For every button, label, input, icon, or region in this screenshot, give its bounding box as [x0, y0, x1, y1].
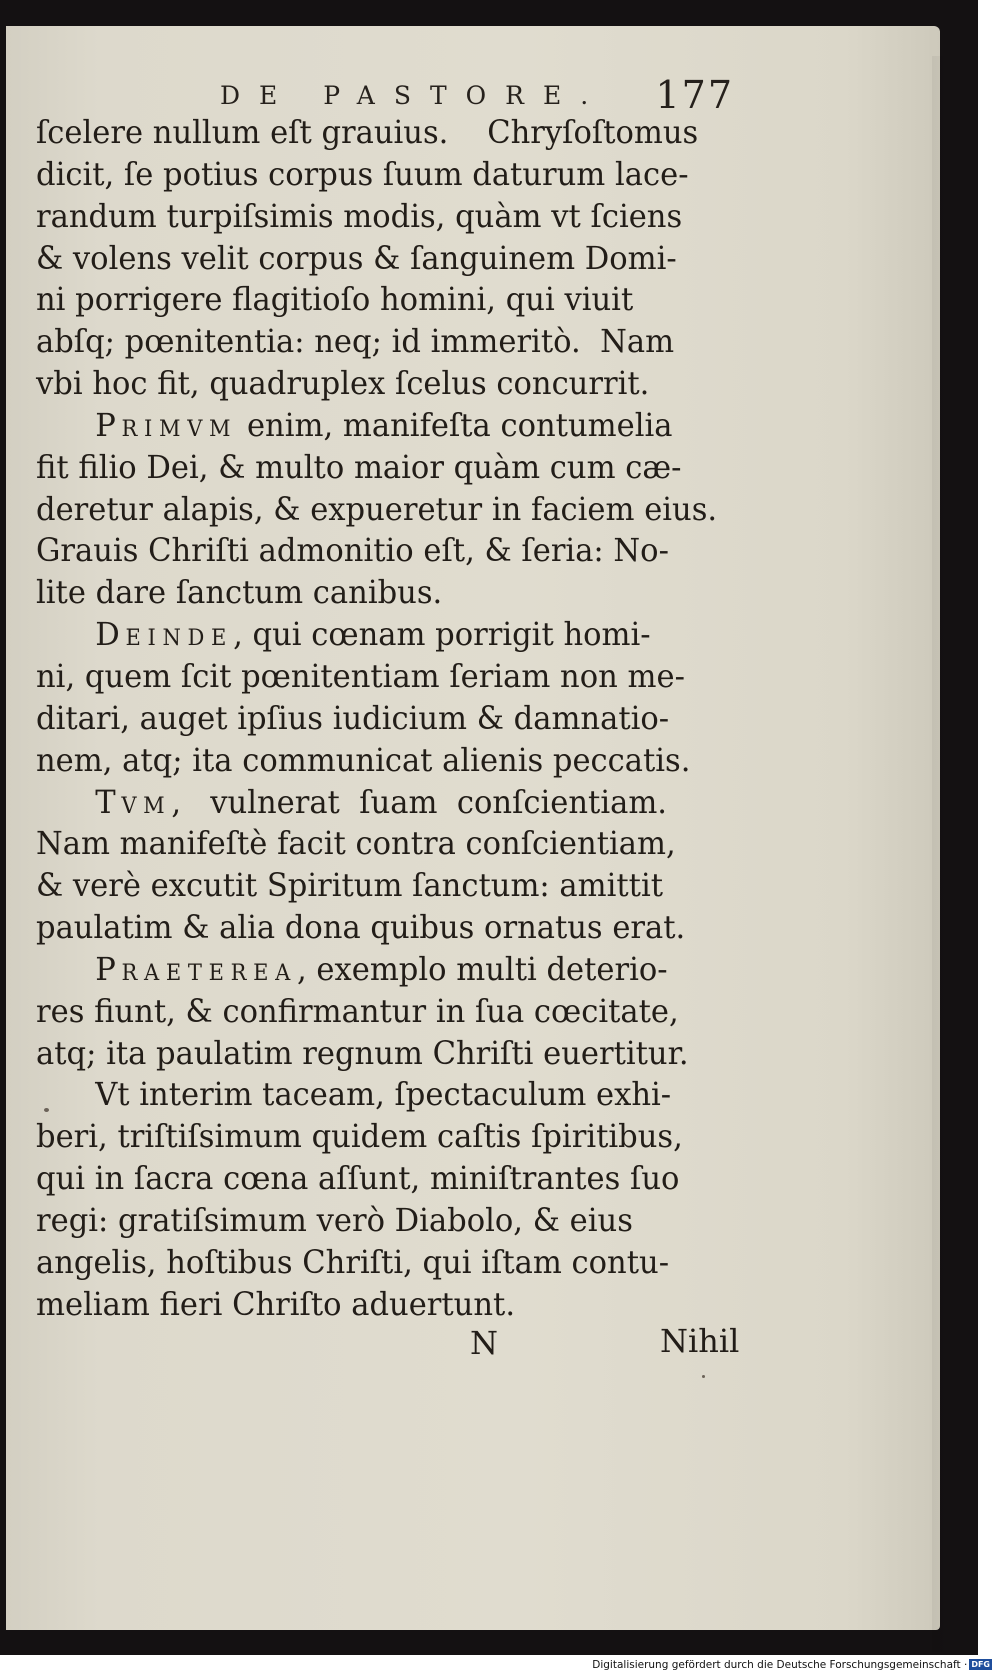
line-text: Vt interim taceam, ſpectaculum exhi- — [95, 1075, 672, 1114]
text-line — [36, 782, 705, 824]
line-text: , exemplo multi deterio- — [296, 949, 668, 988]
line-text: meliam fieri Chriſto aduertunt. — [36, 1284, 516, 1323]
small-caps-lead — [95, 406, 237, 444]
small-caps-rest: EINDE — [125, 626, 234, 652]
line-text: res fiunt, & confirmantur in ſua cœcitate, — [36, 991, 679, 1030]
text-line — [36, 321, 705, 363]
ink-speck — [44, 1108, 49, 1112]
line-text: angelis, hoſtibus Chriſti, qui iſtam contu- — [36, 1242, 670, 1281]
text-line — [36, 112, 705, 154]
text-line — [36, 238, 705, 280]
line-text: ni porrigere flagitioſo homini, qui viuit — [36, 280, 634, 319]
text-line — [36, 1242, 705, 1284]
line-text: abſq; pœnitentia: neq; id immeritò. Nam — [36, 322, 675, 361]
line-text: , vulnerat ſuam conſcientiam. — [171, 782, 668, 821]
text-line — [36, 405, 705, 447]
text-line — [36, 363, 705, 405]
line-text: paulatim & alia dona quibus ornatus erat. — [36, 908, 686, 947]
text-line — [36, 572, 705, 614]
line-text: nem, atq; ita communicat alienis peccatis. — [36, 740, 691, 779]
small-caps-rest: RIMVM — [121, 416, 238, 442]
page-number: 177 — [655, 73, 734, 117]
text-line — [36, 154, 705, 196]
line-text: & verè excutit Spiritum ſanctum: amittit — [36, 866, 664, 905]
text-line — [36, 656, 705, 698]
text-line — [36, 279, 705, 321]
line-text: ni, quem ſcit pœnitentiam ſeriam non me- — [36, 656, 685, 695]
line-text: ditari, auget ipſius iudicium & damnatio- — [36, 698, 670, 737]
text-line — [36, 489, 718, 531]
digitization-credit — [592, 1659, 992, 1671]
line-text: qui in ſacra cœna aſſunt, miniſtrantes ſuo — [36, 1159, 680, 1198]
line-text: fit filio Dei, & multo maior quàm cum cæ- — [36, 447, 682, 486]
text-line — [36, 1158, 705, 1200]
text-line — [36, 614, 705, 656]
text-line — [36, 447, 705, 489]
text-line — [36, 1033, 705, 1075]
body-text — [36, 112, 718, 1325]
small-caps-rest: VM — [121, 793, 172, 819]
catchline — [0, 1322, 1000, 1372]
text-line — [36, 1116, 705, 1158]
small-caps-lead — [95, 783, 171, 821]
text-line — [36, 1200, 705, 1242]
credit-text: Digitalisierung gefördert durch die Deutsche Forschungsgemeinschaft · — [592, 1659, 968, 1671]
line-text: atq; ita paulatim regnum Chriſti euertitur. — [36, 1033, 689, 1072]
line-text: enim, manifeſta contumelia — [237, 405, 673, 444]
line-text: , qui cœnam porrigit homi- — [233, 615, 651, 654]
dfg-logo-badge: DFG — [971, 1660, 990, 1669]
line-text: dicit, ſe potius corpus ſuum daturum lace- — [36, 154, 689, 193]
text-line — [36, 698, 705, 740]
small-caps-lead — [95, 950, 297, 988]
line-text: regi: gratiſsimum verò Diabolo, & eius — [36, 1200, 633, 1239]
page-edge-shadow — [932, 56, 958, 1652]
text-line — [36, 1074, 705, 1116]
catchword: Nihil — [660, 1322, 740, 1360]
line-text: vbi hoc fit, quadruplex ſcelus concurrit. — [36, 364, 650, 403]
line-text: Nam manifeſtè facit contra conſcientiam, — [36, 824, 676, 863]
small-caps-rest: RAETEREA — [121, 960, 297, 986]
line-text: & volens velit corpus & ſanguinem Domi- — [36, 238, 677, 277]
line-text: lite dare ſanctum canibus. — [36, 573, 443, 612]
line-text: randum turpiſsimis modis, quàm vt ſciens — [36, 196, 683, 235]
ink-speck — [702, 1375, 705, 1378]
text-line — [36, 196, 705, 238]
line-text: deretur alapis, & expueretur in faciem eius. — [36, 489, 718, 528]
small-caps-initial: P — [95, 405, 122, 444]
line-text: beri, triſtiſsimum quidem caſtis ſpiritibus, — [36, 1117, 683, 1156]
text-line — [36, 1284, 705, 1326]
text-line — [36, 949, 705, 991]
text-line — [36, 530, 705, 572]
small-caps-initial: T — [95, 782, 122, 821]
small-caps-lead — [95, 615, 233, 653]
text-line — [36, 740, 705, 782]
line-text: Grauis Chriſti admonitio eſt, & ſeria: No- — [36, 531, 669, 570]
text-line — [36, 823, 705, 865]
text-line — [36, 865, 705, 907]
signature-mark: N — [470, 1324, 498, 1362]
running-head-title: DE PASTORE. — [220, 81, 608, 110]
text-line — [36, 907, 705, 949]
line-text: ſcelere nullum eſt grauius. Chryſoſtomus — [36, 113, 699, 151]
small-caps-initial: P — [95, 949, 122, 988]
small-caps-initial: D — [95, 615, 126, 654]
text-line — [36, 991, 705, 1033]
